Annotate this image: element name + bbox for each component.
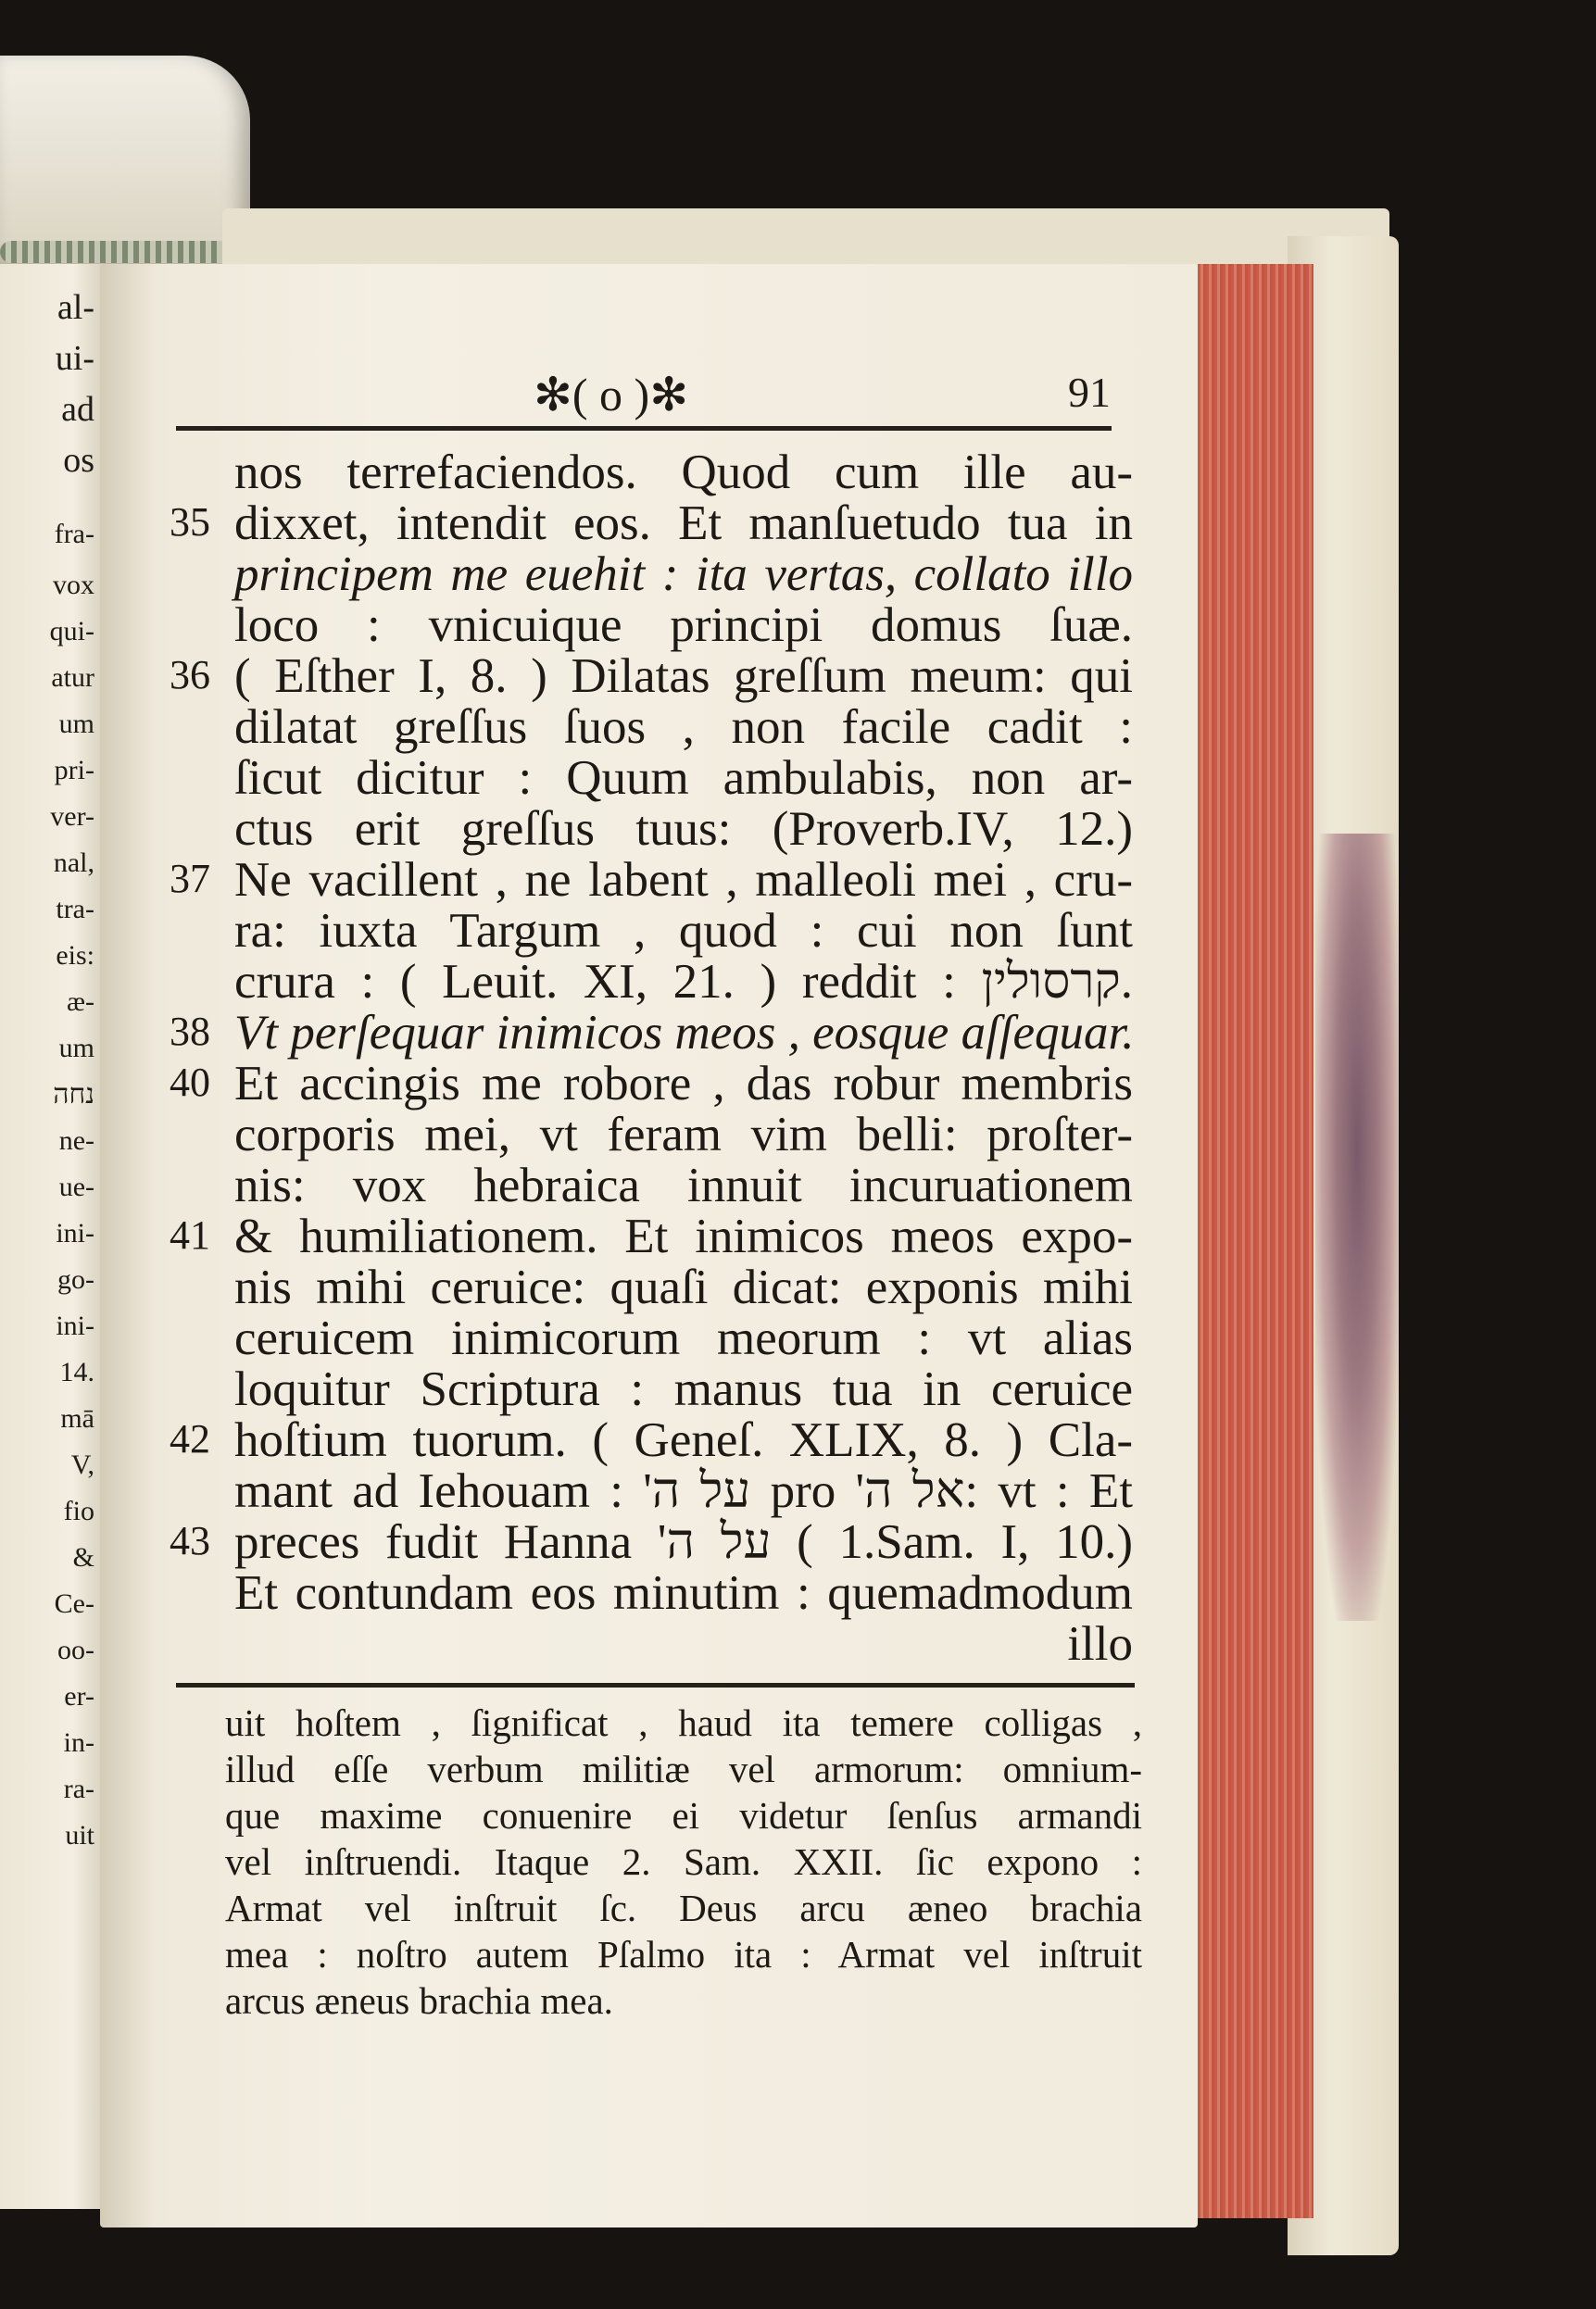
left-fragment: um [58, 1033, 94, 1063]
text-line: ctus erit greſſus tuus: (Proverb.IV, 12.) [234, 802, 1133, 856]
footnote-line: Armat vel inſtruit ſc. Deus arcu æneo brachia [225, 1887, 1142, 1929]
red-page-edges [1198, 264, 1313, 2218]
text-line: corporis mei, vt feram vim belli: proſter- [234, 1108, 1133, 1161]
text-line: nos terrefaciendos. Quod cum ille au- [234, 445, 1133, 499]
left-fragment: nal, [53, 847, 94, 878]
left-fragment: er- [64, 1681, 94, 1712]
left-fragment: ne- [58, 1125, 94, 1156]
left-fragment: fio [63, 1496, 94, 1526]
left-fragment: ue- [58, 1172, 94, 1202]
left-fragment: ini- [56, 1218, 94, 1249]
text-line: Vt perſequar inimicos meos , eosque aſſequar. [234, 1006, 1135, 1060]
footnote-rule [176, 1683, 1135, 1688]
left-fragment: tra- [56, 894, 94, 924]
left-fragment: V, [70, 1449, 94, 1480]
text-line: principem me euehit : ita vertas, collato illo [234, 547, 1133, 601]
header-rule [176, 426, 1112, 431]
footnote-line: mea : noſtro autem Pſalmo ita : Armat vel inſtruit [225, 1933, 1142, 1976]
text-line: dilatat greſſus ſuos , non facile cadit : [234, 700, 1133, 754]
bookmark-ribbon [0, 56, 250, 269]
text-line: & humiliationem. Et inimicos meos expo- [234, 1210, 1133, 1263]
text-line: nis: vox hebraica innuit incuruationem [234, 1159, 1133, 1212]
text-line: Et contundam eos minutim : quemadmodum [234, 1566, 1133, 1620]
left-fragment: atur [51, 662, 94, 693]
verse-number: 35 [170, 499, 210, 545]
left-fragment: ui- [55, 339, 94, 378]
text-line: mant ad Iehouam : 'על ה pro 'אל ה: vt : Et [234, 1464, 1133, 1518]
left-fragment: eis: [56, 940, 94, 971]
text-line: loco : vnicuique principi domus ſuæ. [234, 598, 1133, 652]
text-line: Et accingis me robore , das robur membris [234, 1057, 1133, 1111]
text-line: ra: iuxta Targum , quod : cui non ſunt [234, 904, 1133, 958]
left-fragment: uit [65, 1820, 94, 1851]
left-fragment: ad [61, 390, 94, 429]
text-line: Ne vacillent , ne labent , malleoli mei , cru- [234, 853, 1133, 907]
text-line: nis mihi ceruice: quaſi dicat: exponis mihi [234, 1261, 1133, 1314]
verse-number: 37 [170, 856, 210, 901]
left-fragment: ver- [50, 801, 94, 832]
running-head: ✻( o )✻ [534, 369, 689, 420]
left-fragment: in- [63, 1727, 94, 1758]
left-fragment: ra- [63, 1774, 94, 1804]
verse-number: 40 [170, 1060, 210, 1105]
page-number: 91 [1068, 369, 1111, 416]
stain [1315, 834, 1399, 1621]
left-fragment: mā [60, 1403, 94, 1434]
text-line: dixxet, intendit eos. Et manſuetudo tua in [234, 496, 1133, 550]
verse-number: 38 [170, 1009, 210, 1054]
left-fragment: os [63, 441, 94, 480]
footnote-line: illud eſſe verbum militiæ vel armorum: omnium- [225, 1748, 1142, 1790]
footnote-line: uit hoſtem , ſignificat , haud ita temere colligas , [225, 1701, 1142, 1744]
left-fragment: qui- [49, 616, 94, 646]
text-line: loquitur Scriptura : manus tua in ceruice [234, 1362, 1133, 1416]
text-line: ſicut dicitur : Quum ambulabis, non ar- [234, 751, 1133, 805]
left-fragment: ini- [56, 1311, 94, 1341]
catchword: illo [1067, 1617, 1133, 1671]
text-line: ( Eſther I, 8. ) Dilatas greſſum meum: qui [234, 649, 1133, 703]
left-fragment: fra- [54, 519, 94, 549]
verse-number: 36 [170, 652, 210, 697]
text-line: hoſtium tuorum. ( Geneſ. XLIX, 8. ) Cla- [234, 1413, 1133, 1467]
verse-number: 42 [170, 1416, 210, 1462]
left-fragment: æ- [67, 986, 94, 1017]
footnote-line: arcus æneus brachia mea. [225, 1979, 613, 2022]
text-line: preces fudit Hanna 'על ה ( 1.Sam. I, 10.) [234, 1515, 1133, 1569]
verse-number: 43 [170, 1518, 210, 1563]
left-fragment: go- [57, 1264, 94, 1295]
left-fragment: vox [53, 570, 94, 600]
left-fragment: oo- [57, 1635, 94, 1665]
book-page [100, 264, 1198, 2227]
footnote-line: vel inſtruendi. Itaque 2. Sam. XXII. ſic expono : [225, 1840, 1142, 1883]
left-fragment: נחה [53, 1079, 94, 1110]
verse-number: 41 [170, 1212, 210, 1258]
left-fragment: um [58, 709, 94, 739]
left-fragment: Ce- [54, 1588, 94, 1619]
footnote-line: que maxime conuenire ei videtur ſenſus armandi [225, 1794, 1142, 1837]
left-fragment: pri- [54, 755, 94, 785]
text-line: crura : ( Leuit. XI, 21. ) reddit : קרסולין. [234, 955, 1133, 1009]
left-fragment: 14. [59, 1357, 94, 1387]
left-fragment: & [72, 1542, 94, 1573]
left-fragment: al- [57, 288, 94, 327]
text-line: ceruicem inimicorum meorum : vt alias [234, 1311, 1133, 1365]
left-page-fragment [0, 264, 104, 2209]
